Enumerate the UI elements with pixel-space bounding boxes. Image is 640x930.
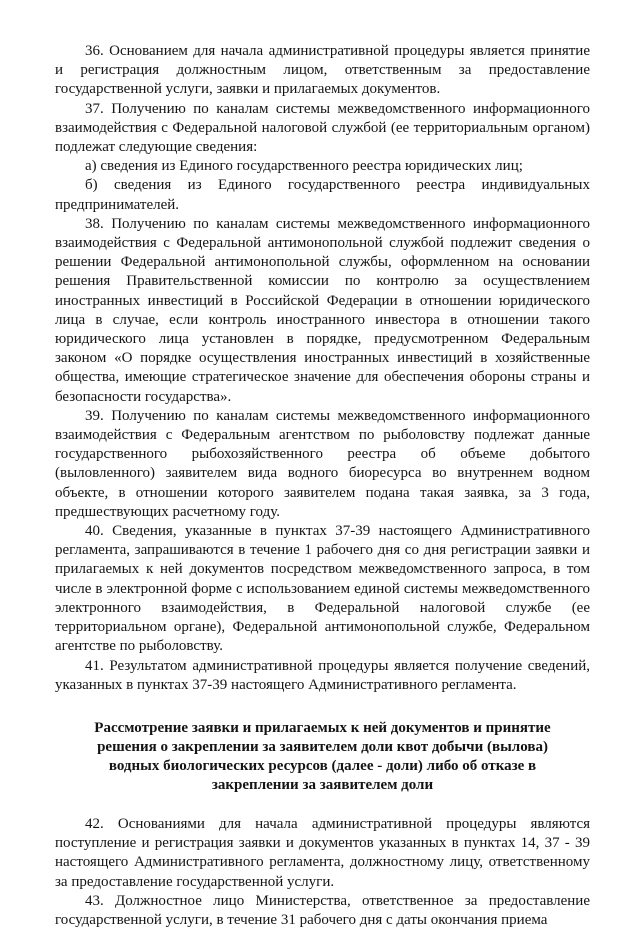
section-heading: Рассмотрение заявки и прилагаемых к ней документов и принятие решения о закреплении за заявителем доли квот добычи (вылова) водных биологических ресурсов (далее - доли) либо об отказе в закреплении за заявителем доли [94,719,551,793]
paragraph-41: 41. Результатом административной процедуры является получение сведений, указанных в пунктах 37-39 настоящего Административного регламента. [55,657,590,693]
paragraph-43: 43. Должностное лицо Министерства, ответственное за предоставление государственной услуги, в течение 31 рабочего дня с даты окончания приема [55,892,590,928]
paragraph-36: 36. Основанием для начала административной процедуры является принятие и регистрация должностным лицом, ответственным за предоставление государственной услуги, заявки и прилагаемых документов. [55,43,590,98]
paragraph-38: 38. Получению по каналам системы межведомственного информационного взаимодействия с Федеральной антимонопольной службой подлежит сведения о решении Федеральной антимонопольной службы, оформленном на основании решения Правительственной комиссии по контролю за осуществлением иностранных инвестиций в Российской Федерации в отношении юридического лица в случае, если контроль иностранного инвестора в отношении такого юридического лица установлен в порядке, предусмотренном Федеральным законом «О порядке осуществления иностранных инвестиций в хозяйственные общества, имеющие стратегическое значение для обеспечения обороны страны и безопасности государства». [55,215,590,405]
paragraph-37-b: б) сведения из Единого государственного реестра индивидуальных предпринимателей. [55,177,590,213]
paragraph-40: 40. Сведения, указанные в пунктах 37-39 настоящего Административного регламента, запрашиваются в течение 1 рабочего дня со дня регистрации заявки и прилагаемых к ней документов посредством межведомственного запроса, в том числе в электронной форме с использованием единой системы межведомственного электронного взаимодействия, в Федеральной налоговой службе (ее территориальном органе), Федеральной антимонопольной службе, Федеральном агентстве по рыболовству. [55,523,590,655]
paragraph-37: 37. Получению по каналам системы межведомственного информационного взаимодействия с Федеральной налоговой службой (ее территориальным органом) подлежат следующие сведения: [55,100,590,156]
paragraph-37-a: а) сведения из Единого государственного реестра юридических лиц; [85,158,523,175]
paragraph-42: 42. Основаниями для начала административной процедуры являются поступление и регистрация заявки и документов указанных в пунктах 14, 37 - 39 настоящего Административного регламента, должностному лицу, ответственному за предоставление государственной услуги. [55,815,590,890]
document-page [55,42,590,930]
paragraph-39: 39. Получению по каналам системы межведомственного информационного взаимодействия с Федеральным агентством по рыболовству подлежат данные государственного рыбохозяйственного реестра об объеме добытого (выловленного) заявителем вида водного биоресурса во внутреннем водном объекте, в отношении которого заявителем подана такая заявка, за 3 года, предшествующих расчетному году. [55,407,590,520]
